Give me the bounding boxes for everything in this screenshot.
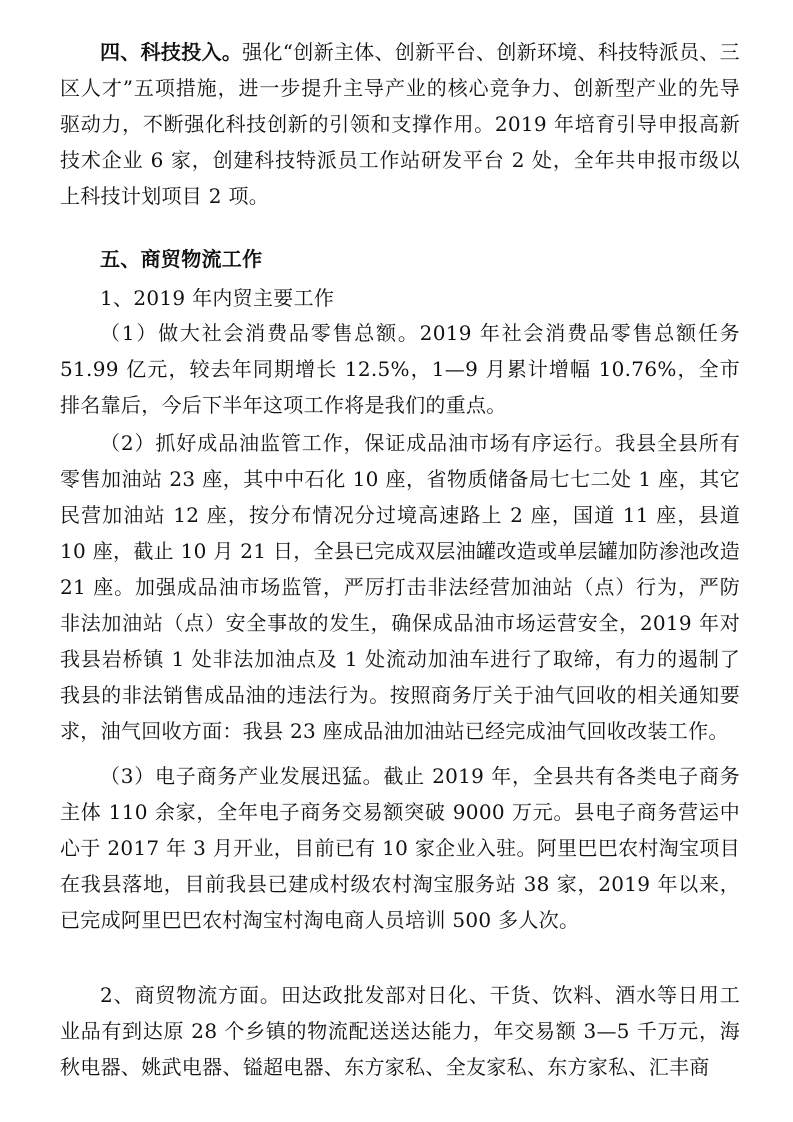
subsection-1-heading: 1、2019 年内贸主要工作 <box>100 286 335 310</box>
item-1-paragraph: （1）做大社会消费品零售总额。2019 年社会消费品零售总额任务 51.99 亿元，较去年同期增长 12.5%，1—9 月累计增幅 10.76%，全市排名靠后，今后下半年这项工作将是我们的重点。 <box>60 321 740 417</box>
section-5-heading: 五、商贸物流工作 <box>100 247 263 271</box>
subsection-2-paragraph: 2、商贸物流方面。田达政批发部对日化、干货、饮料、酒水等日用工业品有到达原 28 个乡镇的物流配送送达能力，年交易额 3—5 千万元，海秋电器、姚武电器、镒超电器、东方家私、全友家私、东方家私、汇丰商 <box>60 983 740 1079</box>
item-2-paragraph: （2）抓好成品油监管工作，保证成品油市场有序运行。我县全县所有零售加油站 23 座，其中中石化 10 座，省物质储备局七七二处 1 座，其它民营加油站 12 座，按分布情况分过境高速路上 2 座，国道 11 座，县道 10 座，截止 10 月 21 日，全县已完成双层油罐改造或单层罐加防渗池改造 21 座。加强成品油市场监管，严厉打击非法经营加油站（点）行为，严防非法加油站（点）安全事故的发生，确保成品油市场运营安全，2019 年对我县岩桥镇 1 处非法加油点及 1 处流动加油车进行了取缔，有力的遏制了我县的非法销售成品油的违法行为。按照商务厅关于油气回收的相关通知要求，油气回收方面：我县 23 座成品油加油站已经完成油气回收改装工作。 <box>60 431 740 743</box>
item-3-paragraph: （3）电子商务产业发展迅猛。截止 2019 年，全县共有各类电子商务主体 110 余家，全年电子商务交易额突破 9000 万元。县电子商务营运中心于 2017 年 3 月开业，目前已有 10 家企业入驻。阿里巴巴农村淘宝项目在我县落地，目前我县已建成村级农村淘宝服务站 38 家，2019 年以来，已完成阿里巴巴农村淘宝村淘电商人员培训 500 多人次。 <box>60 764 740 932</box>
section-4-body: 强化“创新主体、创新平台、创新环境、科技特派员、三区人才”五项措施，进一步提升主导产业的核心竞争力、创新型产业的先导驱动力，不断强化科技创新的引领和支撑作用。2019 年培育引导申报高新技术企业 6 家，创建科技特派员工作站研发平台 2 处，全年共申报市级以上科技计划项目 2 项。 <box>60 40 740 208</box>
section-4-paragraph <box>60 34 740 214</box>
section-4-heading: 四、科技投入。 <box>100 40 243 64</box>
